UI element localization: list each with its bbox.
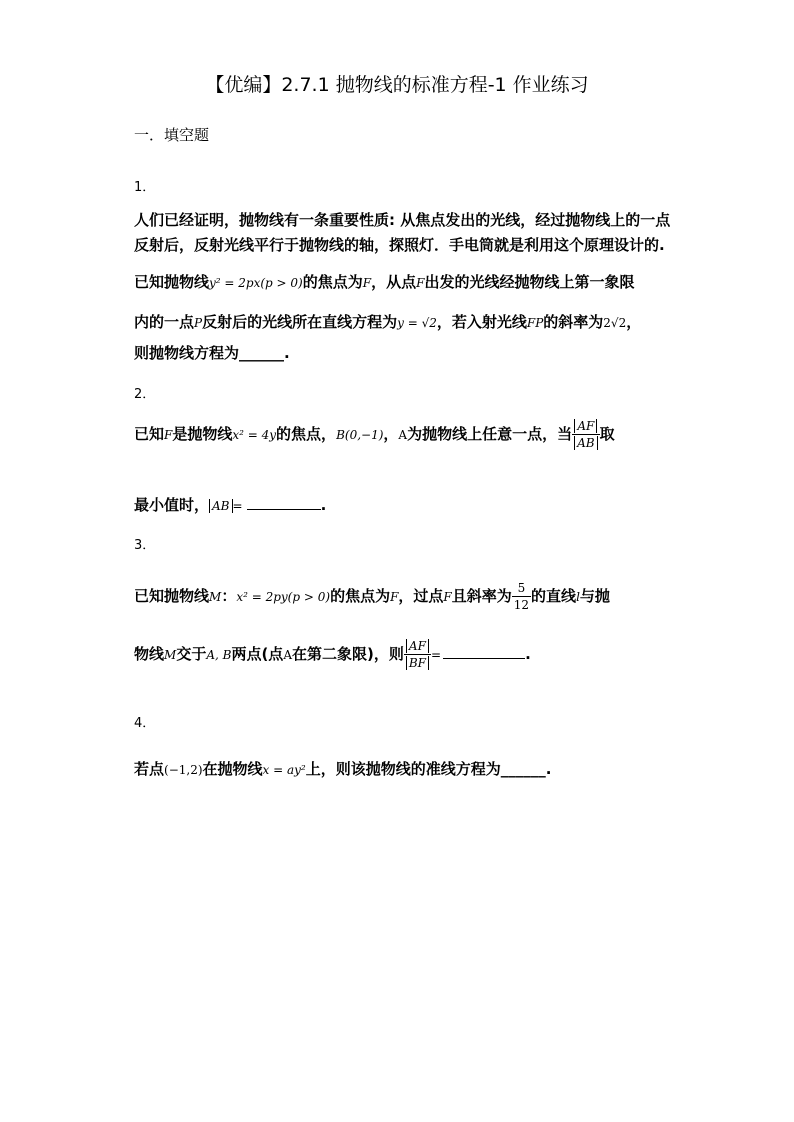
q2-ratio-fraction <box>572 418 599 451</box>
q1-text: ， <box>626 313 642 331</box>
q3-slope-fraction <box>512 580 531 613</box>
q2-equals: = <box>232 499 243 513</box>
question-3-number: 3． <box>134 538 156 553</box>
q1-slope-value: 2√2 <box>603 316 627 330</box>
q3-parabola-name: M <box>164 648 177 662</box>
q1-text: 反射后的光线所在直线方程为 <box>202 313 398 331</box>
q1-line-5: 则抛物线方程为______. <box>134 344 290 362</box>
q1-focus-symbol: F <box>362 276 372 290</box>
q3-slope-numerator: 5 <box>512 580 531 597</box>
q2-answer-blank <box>247 509 321 510</box>
q2-text: ， <box>383 425 399 443</box>
q3-line-1 <box>134 580 610 613</box>
q3-text: 的焦点为 <box>330 587 391 605</box>
q3-fraction-denominator: BF <box>406 656 429 670</box>
q3-focus-symbol: F <box>390 590 399 604</box>
q1-line-2: 反射后，反射光线平行于抛物线的轴，探照灯．手电筒就是利用这个原理设计的. <box>134 236 665 254</box>
q1-text: ，若入射光线 <box>436 313 527 331</box>
q1-parabola-equation: y² = 2px(p > 0) <box>209 276 303 290</box>
q3-text: 交于 <box>176 645 207 663</box>
q2-line-1 <box>134 418 615 451</box>
q3-text: 的直线 <box>531 587 577 605</box>
q3-text: 物线 <box>134 645 165 663</box>
q3-fraction-numerator: AF <box>406 639 429 653</box>
q4-point: (−1,2) <box>164 763 203 777</box>
q3-text: 已知抛物线 <box>134 587 210 605</box>
q2-text: 已知 <box>134 425 165 443</box>
q1-line-equation: y = √2 <box>397 316 437 330</box>
q1-focus-symbol: F <box>416 276 425 290</box>
q2-period: . <box>320 496 327 514</box>
q3-ratio-fraction <box>404 638 431 671</box>
q2-parabola-equation: x² = 4y <box>232 428 277 442</box>
q3-text: 与抛 <box>579 587 610 605</box>
q2-focus-symbol: F <box>164 428 173 442</box>
question-1-number: 1． <box>134 180 156 195</box>
q2-text: 取 <box>599 425 615 443</box>
q3-text: ，过点 <box>398 587 444 605</box>
q3-focus-symbol: F <box>443 590 452 604</box>
q1-line-1: 人们已经证明，抛物线有一条重要性质: 从焦点发出的光线，经过抛物线上的一点 <box>134 211 671 229</box>
q1-text: 已知抛物线 <box>134 273 210 291</box>
q1-text: 内的一点 <box>134 313 195 331</box>
q2-text: 最小值时， <box>134 496 210 514</box>
q3-text: 且斜率为 <box>451 587 512 605</box>
q3-line-2 <box>134 638 531 671</box>
q2-text: 是抛物线 <box>172 425 233 443</box>
q1-text: ，从点 <box>371 273 417 291</box>
q1-ray-symbol: FP <box>526 316 544 330</box>
q4-parabola-equation: x = ay² <box>262 763 306 777</box>
q3-equals: = <box>431 648 442 662</box>
q3-text: ： <box>221 587 237 605</box>
q3-line-symbol: l <box>576 590 580 604</box>
q1-text: 的焦点为 <box>302 273 363 291</box>
question-2-number: 2． <box>134 387 156 402</box>
q3-text: 在第二象限)，则 <box>291 645 404 663</box>
question-4-number: 4． <box>134 716 156 731</box>
q2-fraction-denominator: AB <box>574 436 597 450</box>
q2-text: 为抛物线上任意一点，当 <box>407 425 573 443</box>
q1-text: 的斜率为 <box>543 313 604 331</box>
q1-point-symbol: P <box>194 316 203 330</box>
q2-text: 的焦点， <box>276 425 337 443</box>
q4-line-1 <box>134 758 551 779</box>
q1-line-3 <box>134 271 634 292</box>
q4-text: 在抛物线 <box>202 760 263 778</box>
section-heading: 一．填空题 <box>134 126 210 144</box>
q2-abs-expression: AB <box>209 499 232 513</box>
page-title: 【优编】2.7.1 抛物线的标准方程-1 作业练习 <box>205 74 589 96</box>
q3-period: . <box>525 645 531 663</box>
q2-point-b: B(0,−1) <box>336 428 384 442</box>
q3-point-a: A <box>283 648 292 662</box>
q2-fraction-numerator: AF <box>574 419 597 433</box>
q3-parabola-equation: x² = 2py(p > 0) <box>236 590 331 604</box>
q4-text: 若点 <box>134 760 165 778</box>
q3-slope-denominator: 12 <box>513 598 530 612</box>
q1-line-4 <box>134 311 641 332</box>
q3-text: 两点(点 <box>231 645 284 663</box>
q3-answer-blank <box>443 658 525 659</box>
q3-points-ab: A, B <box>206 648 232 662</box>
q3-parabola-name: M <box>209 590 222 604</box>
q2-line-2 <box>134 494 326 515</box>
q1-text: 出发的光线经抛物线上第一象限 <box>424 273 635 291</box>
q2-point-a: A <box>398 428 408 442</box>
q4-text: 上，则该抛物线的准线方程为______. <box>305 760 552 778</box>
